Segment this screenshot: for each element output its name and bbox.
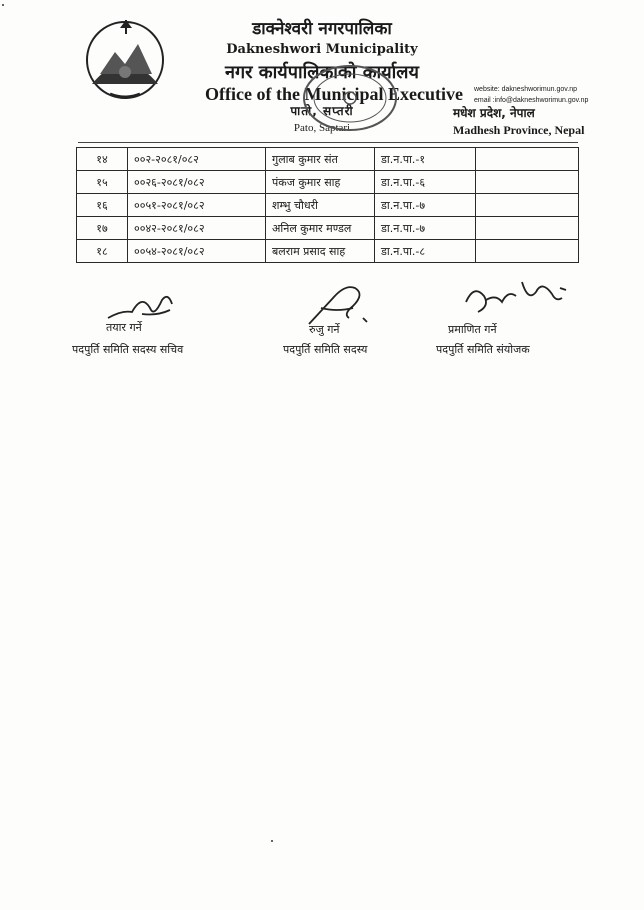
signature-role: प्रमाणित गर्ने bbox=[448, 323, 497, 336]
email-text: email :info@dakneshworimun.gov.np bbox=[474, 97, 589, 104]
signature-role: रुजु गर्ने bbox=[309, 323, 340, 336]
registration-number-cell: ००४२-२०८१/०८२ bbox=[128, 217, 266, 240]
registration-number-cell: ००५१-२०८१/०८२ bbox=[128, 194, 266, 217]
serial-number-cell: १४ bbox=[77, 148, 128, 171]
remark-cell bbox=[476, 194, 579, 217]
table-row bbox=[77, 194, 579, 217]
office-name-nepali: नगर कार्यपालिकाको कार्यालय bbox=[225, 62, 419, 83]
header-divider bbox=[78, 142, 578, 143]
signature-icon bbox=[456, 272, 576, 322]
scan-speck bbox=[271, 840, 273, 842]
remark-cell bbox=[476, 148, 579, 171]
signature-role: तयार गर्ने bbox=[106, 321, 142, 334]
signature-title: पदपुर्ति समिति सदस्य bbox=[283, 343, 368, 356]
signature-title: पदपुर्ति समिति सदस्य सचिव bbox=[72, 343, 184, 356]
municipality-name-english: Dakneshwori Municipality bbox=[226, 42, 418, 57]
remark-cell bbox=[476, 240, 579, 263]
candidate-name-cell: गुलाब कुमार संत bbox=[266, 148, 375, 171]
signature-block-secretary bbox=[72, 290, 212, 360]
address-cell: डा.न.पा.-१ bbox=[375, 148, 476, 171]
table-row bbox=[77, 217, 579, 240]
address-cell: डा.न.पा.-८ bbox=[375, 240, 476, 263]
municipality-name-nepali: डाक्नेश्वरी नगरपालिका bbox=[252, 19, 392, 39]
candidate-name-cell: बलराम प्रसाद साह bbox=[266, 240, 375, 263]
address-cell: डा.न.पा.-७ bbox=[375, 194, 476, 217]
signature-block-coordinator bbox=[436, 272, 586, 360]
candidate-name-cell: शम्भु चौधरी bbox=[266, 194, 375, 217]
serial-number-cell: १७ bbox=[77, 217, 128, 240]
remark-cell bbox=[476, 217, 579, 240]
address-english: Pato, Saptari bbox=[293, 122, 351, 134]
table-row bbox=[77, 240, 579, 263]
registration-number-cell: ००२-२०८१/०८२ bbox=[128, 148, 266, 171]
candidate-name-cell: अनिल कुमार मण्डल bbox=[266, 217, 375, 240]
signature-title: पदपुर्ति समिति संयोजक bbox=[436, 343, 530, 356]
registration-number-cell: ००५४-२०८१/०८२ bbox=[128, 240, 266, 263]
table-row bbox=[77, 148, 579, 171]
address-cell: डा.न.पा.-७ bbox=[375, 217, 476, 240]
ward-text: पातो, सप्तरी bbox=[290, 104, 354, 118]
signature-block-member bbox=[283, 278, 403, 360]
candidate-table bbox=[76, 147, 579, 263]
scan-speck bbox=[2, 4, 4, 6]
table-row bbox=[77, 171, 579, 194]
province-nepali: मधेश प्रदेश, नेपाल bbox=[453, 106, 535, 120]
candidate-name-cell: पंकज कुमार साह bbox=[266, 171, 375, 194]
office-name-english: Office of the Municipal Executive bbox=[205, 84, 463, 104]
province-english: Madhesh Province, Nepal bbox=[453, 123, 585, 137]
website-text: website: dakneshworimun.gov.np bbox=[474, 86, 577, 93]
address-cell: डा.न.पा.-६ bbox=[375, 171, 476, 194]
serial-number-cell: १८ bbox=[77, 240, 128, 263]
serial-number-cell: १५ bbox=[77, 171, 128, 194]
office-stamp-icon bbox=[300, 62, 400, 134]
signature-icon bbox=[303, 278, 383, 328]
remark-cell bbox=[476, 171, 579, 194]
registration-number-cell: ००२६-२०८१/०८२ bbox=[128, 171, 266, 194]
serial-number-cell: १६ bbox=[77, 194, 128, 217]
